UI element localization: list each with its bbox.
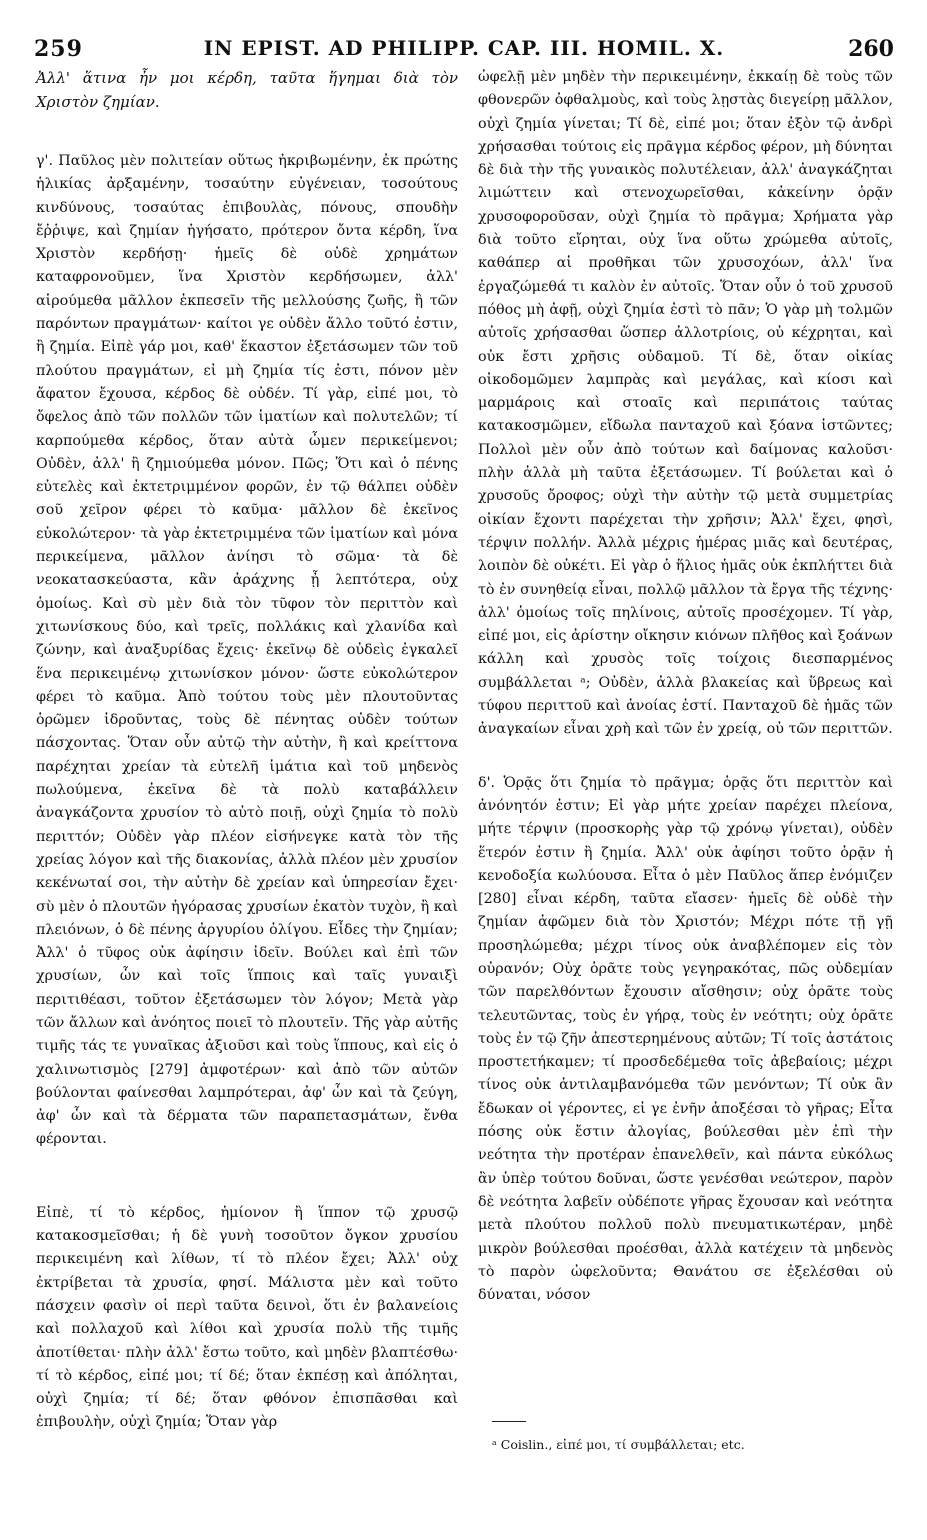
page-header	[30, 36, 898, 68]
page-number-right: 260	[848, 36, 894, 62]
paragraph-gamma: γ'. Παῦλος μὲν πολιτείαν οὕτως ἠκριβωμένην, ἐκ πρώτης ἡλικίας ἀρξαμένην, τοσαύτην εὐγένειαν, τοσούτους κινδύνους, τοσαύτας ἐπιβουλὰς, πόνους, σπουδὴν ἔῤῥιψε, καὶ ζημίαν ἡγήσατο, πρότερον ὄντα κέρδη, ἵνα Χριστὸν κερδήσῃ· ἡμεῖς δὲ οὐδὲ χρημάτων καταφρονοῦμεν, ἵνα Χριστὸν κερδήσωμεν, ἀλλ' αἱρούμεθα μᾶλλον ἐκπεσεῖν τῆς μελλούσης ζωῆς, ἢ τῶν παρόντων πραγμάτων· καίτοι γε οὐδὲν ἄλλο τοῦτό ἐστιν, ἢ ζημία. Εἰπὲ γάρ μοι, καθ' ἕκαστον ἐξετάσωμεν τῶν τοῦ πλούτου πραγμάτων, εἰ μὴ ζημία τίς ἐστι, πόνον μὲν ἄφατον ἔχουσα, κέρδος δὲ οὐδέν. Τί γὰρ, εἰπέ μοι, τὸ ὄφελος ἀπὸ τῶν πολλῶν τῶν ἱματίων καὶ πολυτελῶν; τί καρπούμεθα κέρδος, ὅταν αὐτὰ ὦμεν περικείμενοι; Οὐδὲν, ἀλλ' ἢ ζημιούμεθα μόνον. Πῶς; Ὅτι καὶ ὁ πένης εὐτελὲς καὶ ἐκτετριμμένον φορῶν, ἐν τῷ θάλπει οὐδὲν σοῦ χεῖρον φέρει τὸ καῦμα· μᾶλλον δὲ ἐκεῖνος εὐκολώτερον· τὰ γὰρ ἐκτετριμμένα τῶν ἱματίων καὶ μόνα περικείμενα, μᾶλλον ἀνίησι τὸ σῶμα· τὰ δὲ νεοκατασκεύαστα, κἂν ἀράχνης ᾖ λεπτότερα, οὐχ ὁμοίως. Καὶ σὺ μὲν διὰ τὸν τῦφον τὸν περιττὸν καὶ χιτωνίσκους δύο, καὶ τρεῖς, πολλάκις καὶ χλανίδα καὶ ζώνην, καὶ ἀναξυρίδας ἔχεις· ἐκεῖνῳ δὲ οὐδεὶς ἐγκαλεῖ ἕνα περικειμένῳ χιτωνίσκον μόνον· ὥστε εὐκολώτερον φέρει τὸ καῦμα. Ἀπὸ τούτου τοὺς μὲν πλουτοῦντας ὁρῶμεν ἱδροῦντας, τοὺς δὲ πένητας οὐδὲν τούτων πάσχοντας. Ὅταν οὖν αὐτῷ τὴν αὐτὴν, ἢ καὶ κρείττονα παρέχηται χρείαν τὰ εὐτελῆ ἱμάτια καὶ τοῦ μηδενὸς πωλούμενα, ἐκεῖνα δὲ τὰ πολὺ καταβάλλειν ἀναγκάζοντα χρυσίον τὸ αὐτὸ ποιῇ, οὐχὶ ζημία τὸ πολὺ περιττόν; Οὐδὲν γὰρ πλέον εἰσήνεγκε κατὰ τὸν τῆς χρείας λόγον καὶ τῆς διακονίας, ἀλλὰ πλέον μὲν χρυσίον κεκένωταί σοι, τὴν αὐτὴν δὲ χρείαν καὶ ὑπηρεσίαν ἔχει· σὺ μὲν ὁ πλουτῶν ἠγόρασας χρυσίων ἑκατὸν τυχὸν, ἢ καὶ πλειόνων, ὁ δὲ πένης ἀργυρίου ὀλίγου. Εἶδες τὴν ζημίαν; Ἀλλ' ὁ τῦφος οὐκ ἀφίησιν ἰδεῖν. Βούλει καὶ ἐπὶ τῶν χρυσίων, ὧν καὶ τοῖς ἵπποις καὶ ταῖς γυναιξὶ περιτιθέασι, τοῦτον ἐξετάσωμεν τὸν λόγον; Μετὰ γὰρ τῶν ἄλλων καὶ ἀνόητος ποιεῖ τὸ πλουτεῖν. Τῆς γὰρ αὐτῆς τιμῆς τάς τε γυναῖκας ἀξιοῦσι καὶ τοὺς ἵππους, καὶ εἰς ὁ χαλινωτισμὸς [279] ἀμφοτέρων· καὶ ἀπὸ τῶν αὐτῶν βούλονται φαίνεσθαι λαμπρότεραι, ἀφ' ὧν καὶ τὰ ζεύγη, ἀφ' ὧν καὶ τὰ δέρματα τῶν παραπετασμάτων, ἔνθα φέρονται.	[36, 153, 458, 1148]
lemma-quote: Ἀλλ' ἅτινα ἦν μοι κέρδη, ταῦτα ἥγημαι διὰ τὸν Χριστὸν ζημίαν.	[36, 69, 458, 111]
page-number-left: 259	[34, 36, 83, 62]
running-title: IN EPIST. AD PHILIPP. CAP. III. HOMIL. X.	[203, 36, 725, 60]
right-column	[478, 66, 893, 1307]
paragraph-left-2: Εἰπὲ, τί τὸ κέρδος, ἡμίονον ἢ ἵππον τῷ χρυσῷ κατακοσμεῖσθαι; ἡ δὲ γυνὴ τοσοῦτον ὄγκον χρυσίου περικειμένη καὶ λίθων, τί τὸ πλέον ἔχει; Ἀλλ' οὐχ ἐκτρίβεται τὰ χρυσία, φησί. Μάλιστα μὲν καὶ τοῦτο πάσχειν φασὶν οἱ περὶ ταῦτα δεινοὶ, ὅτι ἐν βαλανείοις καὶ πολλαχοῦ καὶ λίθοι καὶ χρυσία πολὺ τῆς τιμῆς ἀποτίθεται· πλὴν ἀλλ' ἔστω τοῦτο, καὶ μηδὲν βλαπτέσθω· τί τὸ κέρδος, εἰπέ μοι; τί δέ; ὅταν ἐκπέσῃ καὶ ἀπόληται, οὐχὶ ζημία; τί δέ; ὅταν φθόνον ἐπισπᾶσθαι καὶ ἐπιβουλὴν, οὐχὶ ζημία; Ὅταν γὰρ	[36, 1204, 458, 1431]
footnote: ᵃ Coislin., εἰπέ μοι, τί συμβάλλεται; etc.	[492, 1437, 745, 1452]
paragraph-right-1: ὠφελῇ μὲν μηδὲν τὴν περικειμένην, ἐκκαίῃ δὲ τοὺς τῶν φθονερῶν ὀφθαλμοὺς, καὶ τοὺς λῃστὰς διεγείρῃ μᾶλλον, οὐχὶ ζημία γίνεται; Τί δὲ, εἰπέ μοι; ὅταν ἐξὸν τῷ ἀνδρὶ χρήσασθαι τούτοις εἰς πρᾶγμα κέρδος φέρον, μὴ δύνηται δὲ διὰ τὴν τῆς γυναικὸς πολυτέλειαν, ἀλλ' ἀναγκάζηται λιμώττειν καὶ στενοχωρεῖσθαι, κἀκείνην ὁρᾷν χρυσοφοροῦσαν, οὐχὶ ζημία τὸ πρᾶγμα; Χρήματα γὰρ διὰ τοῦτο εἴρηται, οὐχ ἵνα οὕτω χρώμεθα αὐτοῖς, καθάπερ αἱ προθῆκαι τῶν χρυσοχόων, ἀλλ' ἵνα ἐργαζώμεθά τι καλὸν ἐν αὐτοῖς. Ὅταν οὖν ὁ τοῦ χρυσοῦ πόθος μὴ ἀφῇ, οὐχὶ ζημία ἐστὶ τὸ πᾶν; Ὁ γὰρ μὴ τολμῶν αὐτοῖς χρήσασθαι ὥσπερ ἀλλοτρίοις, οὐ κέχρηται, καὶ οὐκ ἔστι χρῆσις οὐδαμοῦ. Τί δὲ, ὅταν οἰκίας οἰκοδομῶμεν λαμπρὰς καὶ μεγάλας, καὶ κίοσι καὶ μαρμάροις καὶ στοαῖς καὶ περιπάτοις ταύτας κατακοσμῶμεν, εἴδωλα πανταχοῦ καὶ ξόανα ἱστῶντες; Πολλοὶ μὲν οὖν ἀπὸ τούτων καὶ δαίμονας καλοῦσι· πλὴν ἀλλὰ μὴ ταῦτα ἐξετάσωμεν. Τί βούλεται καὶ ὁ χρυσοῦς ὄροφος; οὐχὶ τὴν αὐτὴν τῷ μετὰ συμμετρίας οἰκίαν ἔχοντι παρέχεται τὴν χρῆσιν; Ἀλλ' ἔχει, φησὶ, τέρψιν πολλήν. Ἀλλὰ μέχρις ἡμέρας μιᾶς καὶ δευτέρας, λοιπὸν δὲ οὐκέτι. Εἰ γὰρ ὁ ἥλιος ἡμᾶς οὐκ ἐκπλήττει διὰ τὸ ἐν συνηθείᾳ εἶναι, πολλῷ μᾶλλον τὰ ἔργα τῆς τέχνης· ἀλλ' ὁμοίως τοῖς πηλίνοις, αὐτοῖς προσέχομεν. Τί γὰρ, εἰπέ μοι, εἰς ἀρίστην οἴκησιν κιόνων πλῆθος καὶ ξοάνων κάλλη καὶ χρυσὸς τοῖς τοίχοις διεσπαρμένος συμβάλλεται ᵃ; Οὐδὲν, ἀλλὰ βλακείας καὶ ὕβρεως καὶ τύφου περιττοῦ καὶ ἀνοίας ἐστί. Πανταχοῦ δὲ ἡμᾶς τῶν ἀναγκαίων εἶναι χρὴ καὶ τῶν ἐν χρείᾳ, οὐ τῶν περιττῶν.	[478, 69, 894, 738]
paragraph-delta: δ'. Ὁρᾷς ὅτι ζημία τὸ πρᾶγμα; ὁρᾷς ὅτι περιττὸν καὶ ἀνόνητόν ἐστιν; Εἰ γὰρ μήτε χρείαν παρέχει πλείονα, μήτε τέρψιν (προσκορὴς γὰρ τῷ χρόνῳ γίνεται), οὐδὲν ἕτερόν ἐστιν ἢ ζημία. Ἀλλ' οὐκ ἀφίησι τοῦτο ὁρᾷν ἡ κενοδοξία κωλύουσα. Εἶτα ὁ μὲν Παῦλος ἅπερ ἐνόμιζεν [280] εἶναι κέρδη, ταῦτα εἴασεν· ἡμεῖς δὲ οὐδὲ τὴν ζημίαν ἀφῶμεν διὰ τὸν Χριστόν; Μέχρι πότε τῇ γῇ προσηλώμεθα; μέχρι τίνος οὐκ ἀναβλέπομεν εἰς τὸν οὐρανόν; Οὐχ ὁρᾶτε τοὺς γεγηρακότας, πῶς οὐδεμίαν τῶν παρελθόντων ἔχουσιν αἴσθησιν; οὐχ ὁρᾶτε τοὺς τελευτῶντας, τοὺς ἐν γήρᾳ, τοὺς ἐν νεότητι; οὐχ ὁρᾶτε τοὺς ἐν τῷ ζῆν ἀπεστερημένους αὐτῶν; Τί τοῖς ἀστάτοις προστετήκαμεν; τί προσδεδέμεθα τοῖς ἀβεβαίοις; μέχρι τίνος οὐκ ἀντιλαμβανόμεθα τῶν μενόντων; Τί οὐκ ἂν ἔδωκαν οἱ γέροντες, εἰ γε ἐνῆν ἀποξέσαι τὸ γῆρας; Εἶτα πόσης οὐκ ἔστιν ἀλογίας, βούλεσθαι μὲν ἐπὶ τὴν νεότητα τὴν προτέραν ἐπανελθεῖν, καὶ πάντα εὐκόλως ἂν ὑπὲρ τούτου δοῦναι, ὥστε γενέσθαι νεώτερον, παρὸν δὲ νεότητα λαβεῖν οὐδέποτε γῆρας ἔχουσαν καὶ νεότητα μετὰ πλούτου πολλοῦ πολὺ πνευματικωτέραν, μηδὲ μικρὸν βούλεσθαι προέσθαι, ἀλλὰ κατέχειν τὰ μηδενὸς τὸ παρὸν ὠφελοῦντα; Θανάτου σε ἐξελέσθαι οὐ δύναται, νόσον	[478, 774, 893, 1304]
left-column	[36, 66, 458, 1435]
footnote-rule	[492, 1421, 526, 1422]
